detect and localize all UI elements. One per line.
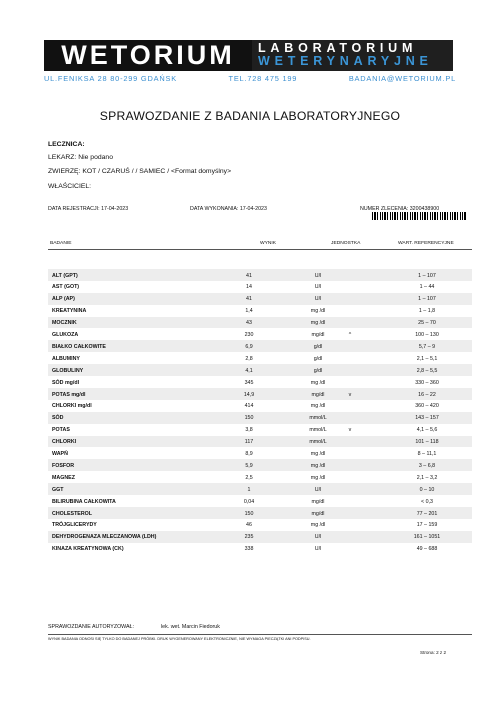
result-flag: v [348, 391, 352, 398]
result-value: 345 [244, 379, 254, 386]
table-row [48, 317, 472, 329]
test-name: TRÓJGLICERYDY [52, 522, 97, 529]
result-flag: ^ [348, 332, 352, 338]
result-unit: mg /dl [310, 462, 326, 469]
table-row [48, 495, 472, 507]
performed-date: DATA WYKONANIA: 17-04-2023 [190, 206, 267, 212]
table-row [48, 471, 472, 483]
clinic-label: LECZNICA: [48, 141, 85, 148]
test-name: GLUKOZA [52, 332, 79, 338]
reference-range: 1 – 107 [418, 272, 436, 279]
reference-range: 360 – 420 [415, 403, 439, 410]
table-row [48, 269, 472, 281]
barcode-image [372, 212, 466, 220]
result-value: 338 [244, 546, 254, 553]
test-name: BIAŁKO CAŁKOWITE [52, 343, 106, 350]
result-value: 235 [244, 534, 254, 541]
test-name: MAGNEZ [52, 474, 75, 481]
result-unit: mmol/L [309, 415, 327, 422]
email: BADANIA@WETORIUM.PL [348, 74, 456, 83]
result-value: 8,9 [245, 451, 253, 457]
logo-line2: WETERYNARYJNE [258, 54, 433, 68]
footer-divider [48, 634, 472, 635]
reference-range: 330 – 360 [415, 379, 439, 386]
test-name: GLOBULINY [52, 367, 84, 374]
table-row [48, 448, 472, 460]
logo-line1: LABORATORIUM [258, 41, 418, 55]
registration-date: DATA REJESTRACJI: 17-04-2023 [48, 206, 129, 212]
reference-range: 2,1 – 5,1 [416, 355, 438, 362]
test-name: CHOLESTEROL [52, 510, 93, 517]
reference-range: 101 – 118 [415, 439, 439, 446]
result-unit: U/l [314, 546, 322, 553]
table-row [48, 507, 472, 519]
col-test: BADANIE [50, 241, 72, 246]
result-value: 117 [244, 439, 254, 446]
company-logo [44, 40, 453, 71]
test-name: POTAS mg/dl [52, 391, 86, 398]
result-unit: mg/dl [311, 391, 325, 398]
contact-bar [44, 74, 456, 83]
test-name: DEHYDROGENAZA MLECZANOWA (LDH) [52, 534, 157, 541]
test-name: MOCZNIK [52, 320, 77, 327]
result-value: 14 [246, 284, 252, 291]
result-value: 5,9 [245, 462, 253, 469]
test-name: BILIRUBINA CAŁKOWITA [52, 498, 116, 505]
table-row [48, 436, 472, 448]
table-row [48, 412, 472, 424]
table-row [48, 281, 472, 293]
result-unit: g/dl [313, 367, 323, 374]
report-title: SPRAWOZDANIE Z BADANIA LABORATORYJNEGO [99, 109, 401, 123]
logo-subtitle [252, 40, 453, 71]
page-number: Strona: 2 z 2 [420, 650, 447, 655]
reference-range: 25 – 70 [418, 320, 436, 327]
test-name: CHLORKI [52, 439, 77, 446]
owner-label: WŁAŚCICIEL: [48, 183, 92, 190]
address: UL.FENIKSA 28 80-299 GDAŃSK [44, 74, 177, 83]
table-row [48, 293, 472, 305]
result-unit: mg /dl [310, 451, 326, 457]
test-name: FOSFOR [52, 462, 75, 469]
test-name: CHLORKI mg/dl [52, 403, 92, 410]
table-row [48, 305, 472, 317]
result-unit: mg/dl [311, 332, 325, 338]
reference-range: 1 – 44 [419, 284, 435, 291]
result-unit: mg /dl [310, 522, 326, 529]
result-value: 2,5 [245, 474, 253, 481]
test-name: KINAZA KREATYNOWA (CK) [52, 546, 124, 553]
reference-range: 17 – 159 [416, 522, 438, 529]
test-name: WAPŃ [52, 451, 68, 457]
result-value: 41 [246, 296, 252, 303]
reference-range: 1 – 107 [418, 296, 436, 303]
table-row [48, 364, 472, 376]
table-row [48, 329, 472, 341]
result-value: 4,1 [245, 367, 253, 374]
result-value: 41 [246, 272, 252, 279]
authorized-label: SPRAWOZDANIE AUTORYZOWAŁ: [48, 624, 134, 630]
col-unit: JEDNOSTKA [331, 241, 361, 246]
result-unit: g/dl [313, 355, 323, 362]
result-value: 230 [244, 332, 254, 338]
table-row [48, 483, 472, 495]
result-value: 2,8 [245, 355, 253, 362]
footer-note: WYNIK BADANIA ODNOSI SIĘ TYLKO DO BADANEJ PRÓBKI. DRUK WYGENEROWANY ELEKTRONICZNIE, NIE WYMAGA PIECZĄTKI ANI PODPISU. [48, 637, 311, 641]
reference-range: 100 – 130 [415, 332, 439, 338]
result-value: 3,8 [245, 427, 253, 434]
order-number: NUMER ZLECENIA: 3200438900 [360, 206, 440, 212]
reference-range: 3 – 6,8 [418, 462, 436, 469]
col-result: WYNIK [260, 241, 277, 246]
result-unit: mg/dl [311, 510, 325, 517]
table-row [48, 340, 472, 352]
result-value: 414 [244, 403, 254, 410]
table-row [48, 459, 472, 471]
result-unit: U/l [314, 296, 322, 303]
test-name: ALP (AP) [52, 296, 75, 303]
result-value: 6,9 [245, 343, 253, 350]
reference-range: 5,7 – 9 [418, 343, 436, 350]
reference-range: 1 – 1,8 [418, 308, 436, 315]
reference-range: 4,1 – 5,6 [416, 427, 438, 434]
result-unit: mg /dl [310, 379, 326, 386]
table-row [48, 388, 472, 400]
table-row [48, 424, 472, 436]
table-header [48, 241, 472, 250]
reference-range: < 0,3 [421, 498, 433, 505]
table-row [48, 531, 472, 543]
result-unit: mg /dl [310, 474, 326, 481]
reference-range: 2,8 – 5,5 [416, 367, 438, 374]
table-row [48, 352, 472, 364]
table-row [48, 376, 472, 388]
test-name: GGT [52, 486, 64, 493]
reference-range: 49 – 688 [416, 546, 438, 553]
result-value: 0,04 [243, 498, 255, 505]
result-value: 150 [244, 415, 254, 422]
vet-info: LEKARZ: Nie podano [48, 154, 113, 161]
result-unit: mmol/L [309, 427, 327, 434]
result-value: 1 [247, 486, 251, 493]
result-value: 43 [246, 320, 252, 327]
test-name: ALT (GPT) [52, 272, 78, 279]
reference-range: 0 – 10 [419, 486, 435, 493]
result-unit: mg /dl [310, 308, 326, 315]
result-value: 14,9 [243, 391, 255, 398]
phone: TEL.728 475 199 [228, 74, 298, 83]
result-unit: U/l [314, 272, 322, 279]
authorization [48, 624, 220, 630]
result-unit: mg /dl [310, 403, 326, 410]
result-unit: mg /dl [310, 320, 326, 327]
result-unit: g/dl [313, 343, 323, 350]
reference-range: 8 – 11,1 [417, 451, 437, 457]
test-name: POTAS [52, 427, 70, 434]
result-unit: U/l [314, 284, 322, 291]
test-name: SÓD [52, 415, 64, 422]
result-flag: v [348, 427, 352, 434]
logo-wordmark: WETORIUM [44, 40, 252, 71]
animal-info: ZWIERZĘ: KOT / CZARUŚ / / SAMIEC / <Format domyślny> [48, 168, 232, 175]
test-name: SÓD mg/dl [52, 379, 80, 386]
reference-range: 16 – 22 [418, 391, 436, 398]
table-row [48, 519, 472, 531]
reference-range: 2,1 – 3,2 [416, 474, 438, 481]
reference-range: 161 – 1051 [413, 534, 441, 541]
result-unit: U/l [314, 486, 322, 493]
col-reference: WART. REFERENCYJNE [398, 241, 454, 246]
result-unit: mmol/L [309, 439, 327, 446]
test-name: KREATYNINA [52, 308, 87, 315]
authorized-doctor: lek. wet. Marcin Fiedoruk [161, 624, 220, 630]
result-unit: mg/dl [311, 498, 325, 505]
table-row [48, 543, 472, 555]
reference-range: 143 – 157 [415, 415, 439, 422]
test-name: ALBUMINY [52, 355, 80, 362]
result-unit: U/l [314, 534, 322, 541]
result-value: 150 [244, 510, 254, 517]
result-value: 46 [246, 522, 252, 529]
test-name: AST (GOT) [52, 284, 80, 291]
result-value: 1,4 [245, 308, 253, 315]
table-row [48, 400, 472, 412]
reference-range: 77 – 201 [416, 510, 438, 517]
